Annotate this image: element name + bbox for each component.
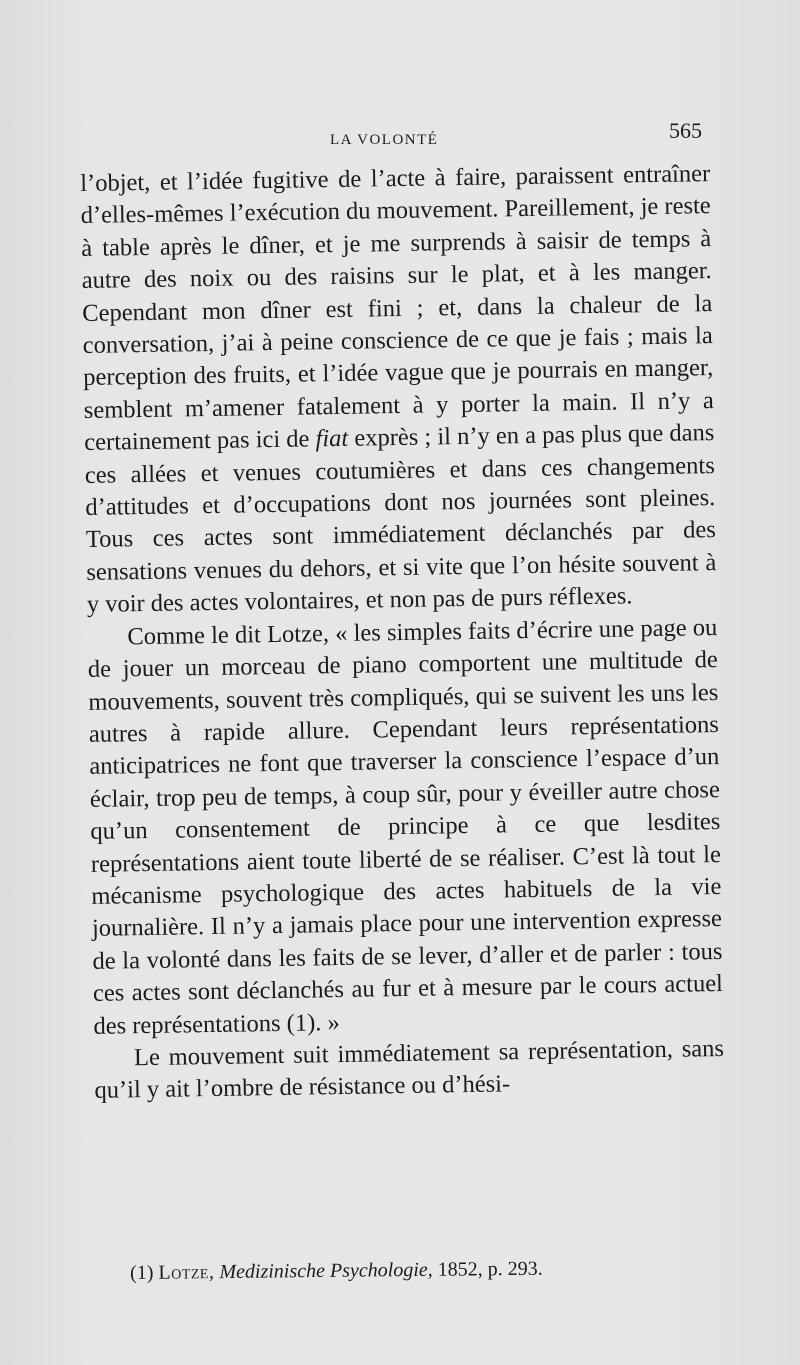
footnote xyxy=(130,1258,543,1285)
paragraph-1-text-a: l’objet, et l’idée fugitive de l’acte à faire, paraissent entraîner d’elles-mêmes l’exécution du mouvement. Pareillement, je reste à table après le dîner, et je me surprends à saisir de temps à autre des noix ou des raisins sur le plat, et à les manger. Cependant mon dîner est fini ; et, dans la chaleur de la conversation, j’ai à peine conscience de ce que je fais ; mais la perception des fruits, et l’idée vague que je pourrais en manger, semblent m’amener fatalement à y porter la main. Il n’y a certainement pas ici de xyxy=(80,160,714,457)
page-number: 565 xyxy=(669,118,702,143)
body-text xyxy=(80,158,725,1108)
paragraph-1-text-b: exprès ; il n’y en a pas plus que dans ces allées et venues coutumières et dans ces changements d’attitudes et d’occupations dont nos journées sont pleines. Tous ces actes sont immédiatement déclanchés par des sensations venues du dehors, et si vite que l’on hésite souvent à y voir des actes volontaires, et non pas de purs réflexes. xyxy=(84,419,717,619)
paragraph-2: Comme le dit Lotze, « les simples faits d’écrire une page ou de jouer un morceau de piano comportent une multitude de mouvements, souvent très compliqués, qui se suivent les uns les autres à rapide allure. Cependant leurs représentations anticipatrices ne font que traverser la conscience l’espace d’un éclair, trop peu de temps, à coup sûr, pour y éveiller autre chose qu’un consentement de principe à ce que lesdites représentations aient toute liberté de se réaliser. C’est là tout le mécanisme psychologique des actes habituels de la vie journalière. Il n’y a jamais place pour une intervention expresse de la volonté dans les faits de se lever, d’aller et de parler : tous ces actes sont déclanchés au fur et à mesure par le cours actuel des représentations (1). » xyxy=(87,613,724,1040)
paragraph-1 xyxy=(80,158,717,622)
footnote-title: Medizinische Psychologie, xyxy=(219,1258,433,1284)
footnote-reference: 1852, p. 293. xyxy=(437,1257,543,1281)
footnote-author: Lotze, xyxy=(158,1261,215,1284)
paragraph-3: Le mouvement suit immédiatement sa représentation, sans qu’il y ait l’ombre de résistance ou d’hési- xyxy=(94,1034,725,1105)
running-head xyxy=(80,118,720,158)
footnote-marker: (1) xyxy=(130,1261,154,1284)
running-title: LA VOLONTÉ xyxy=(330,132,439,148)
fiat-word: fiat xyxy=(315,425,349,453)
